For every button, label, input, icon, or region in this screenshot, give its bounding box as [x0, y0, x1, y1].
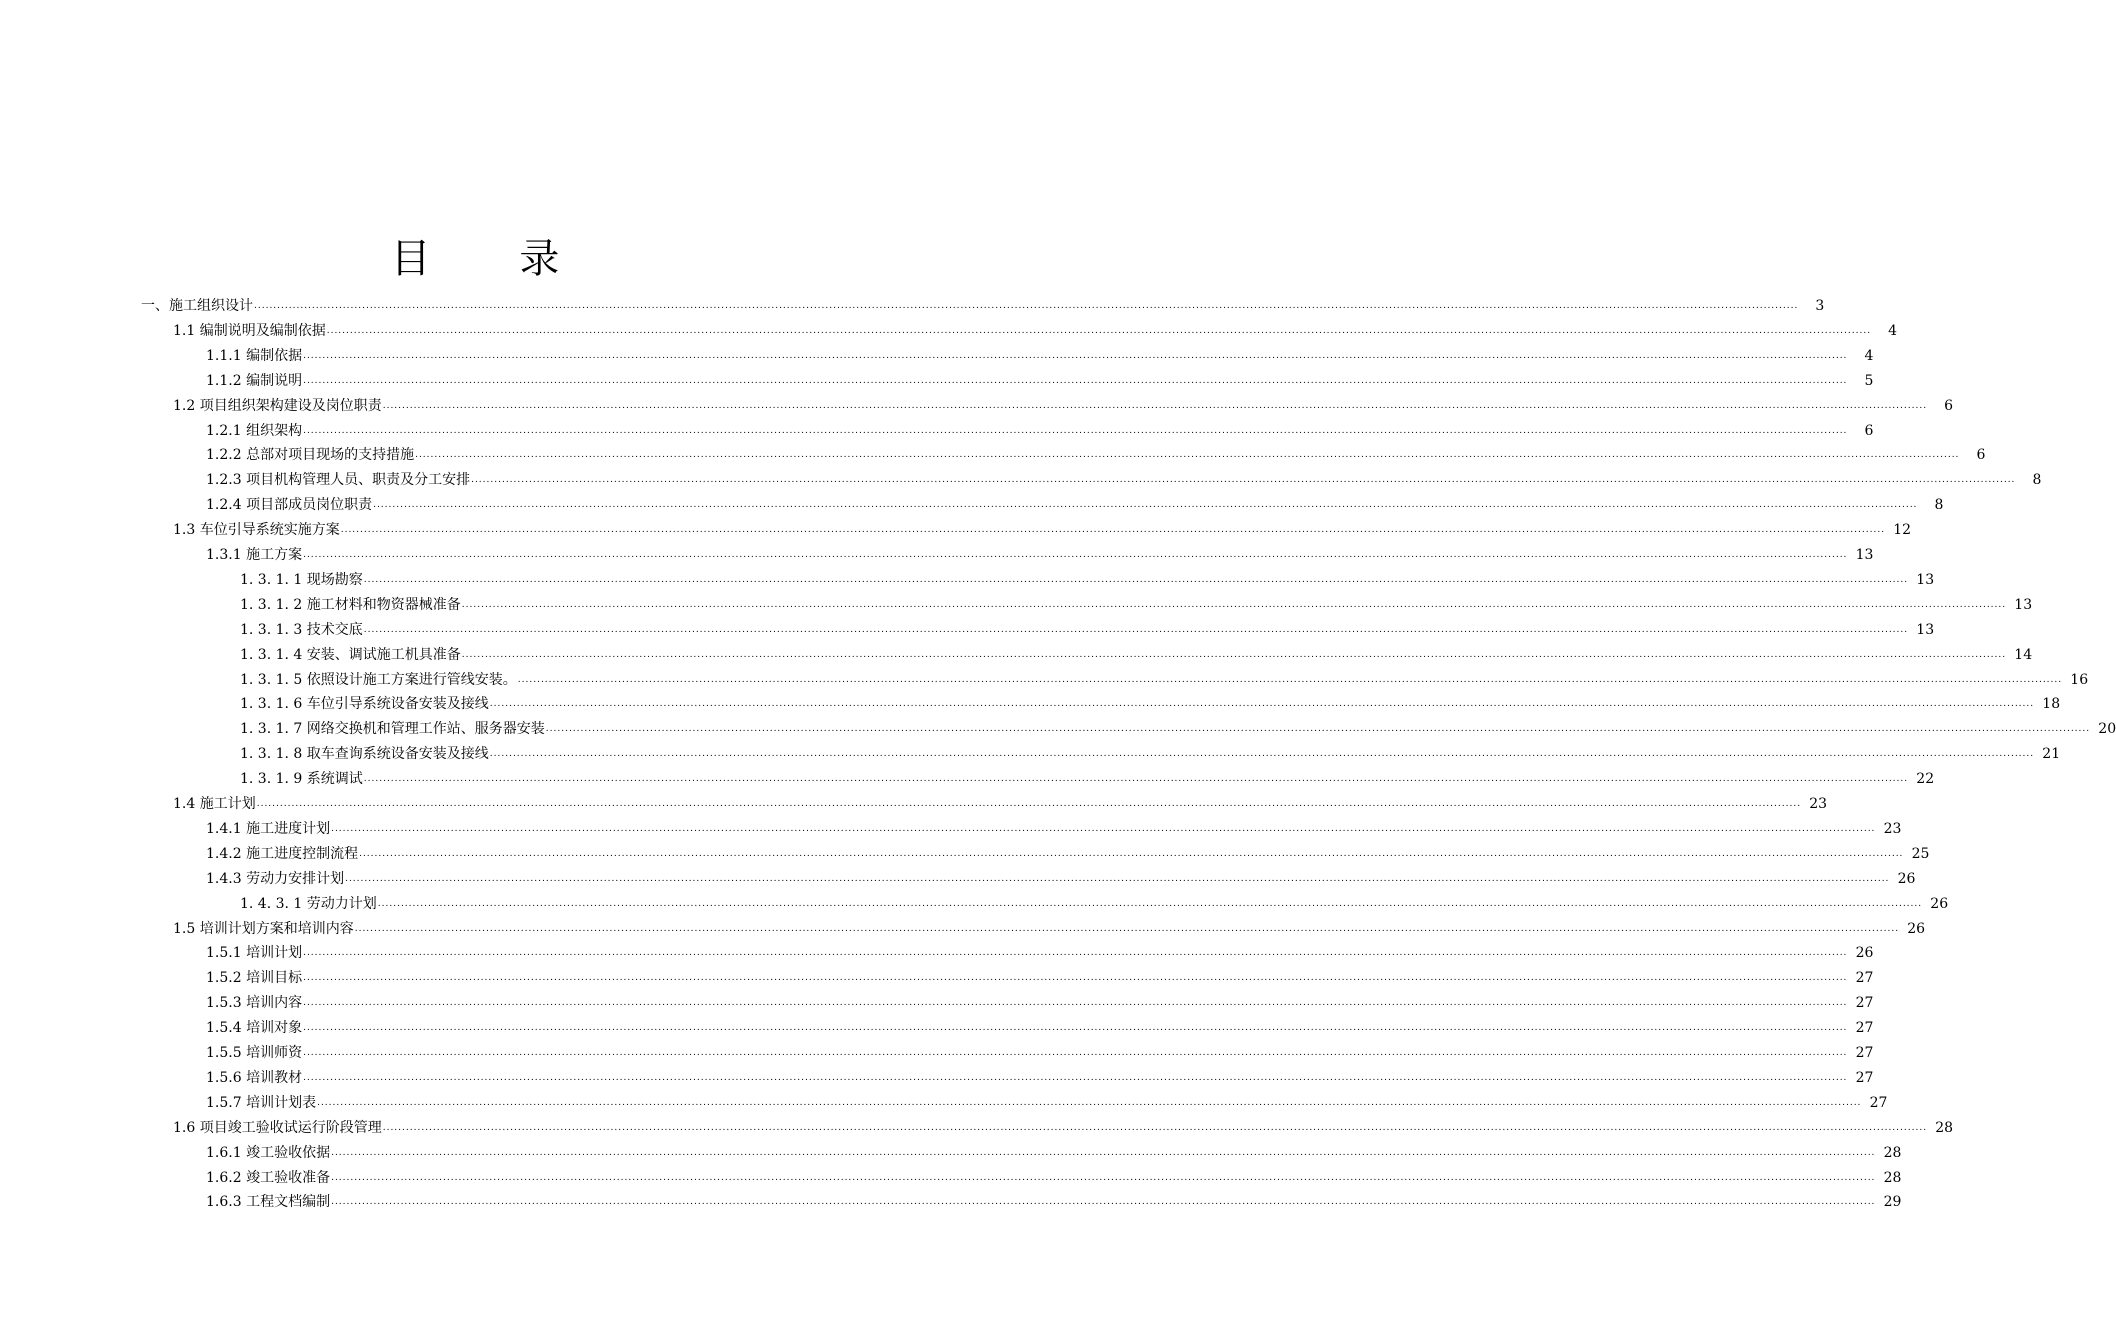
- toc-entry[interactable]: [206, 963, 1874, 987]
- toc-entry-title: 1.2.3 项目机构管理人员、职责及分工安排: [206, 472, 471, 489]
- toc-entry-title: 1. 3. 1. 5 依照设计施工方案进行管线安装。: [240, 671, 517, 688]
- toc-dot-leader: ................................................................................................................................................................................................................................................................................................................................................................................................................: [461, 599, 2007, 610]
- toc-page-number: 13: [2014, 596, 2033, 613]
- toc-page-number: 27: [1869, 1094, 1888, 1111]
- toc-dot-leader: ................................................................................................................................................................................................................................................................................................................................................................................................................: [471, 475, 2016, 486]
- toc-dot-leader: ................................................................................................................................................................................................................................................................................................................................................................................................................: [256, 799, 1802, 809]
- toc-dot-leader: ................................................................................................................................................................................................................................................................................................................................................................................................................: [254, 301, 1799, 311]
- toc-entry-title: 1.5 培训计划方案和培训内容: [173, 920, 354, 937]
- toc-entry-title: 1.6.1 竣工验收依据: [206, 1144, 331, 1161]
- toc-entry-title: 1.3.1 施工方案: [206, 547, 303, 563]
- toc-dot-leader: ................................................................................................................................................................................................................................................................................................................................................................................................................: [303, 425, 1848, 436]
- toc-dot-leader: ................................................................................................................................................................................................................................................................................................................................................................................................................: [303, 550, 1848, 560]
- toc-page-number: 12: [1893, 522, 1912, 539]
- toc-page-number: 13: [1916, 571, 1935, 588]
- toc-entry[interactable]: [240, 739, 2061, 763]
- toc-entry-title: 1.5.2 培训目标: [206, 970, 303, 987]
- toc-dot-leader: ................................................................................................................................................................................................................................................................................................................................................................................................................: [303, 973, 1848, 984]
- toc-entry[interactable]: [240, 565, 1935, 589]
- toc-dot-leader: ................................................................................................................................................................................................................................................................................................................................................................................................................: [303, 1048, 1848, 1058]
- toc-entry-title: 1.2.1 组织架构: [206, 422, 303, 439]
- toc-dot-leader: ................................................................................................................................................................................................................................................................................................................................................................................................................: [517, 674, 2063, 685]
- toc-entry-title: 1.4.3 劳动力安排计划: [206, 870, 345, 887]
- toc-entry[interactable]: [206, 341, 1874, 365]
- toc-entry-title: 1. 3. 1. 8 取车查询系统设备安装及接线: [240, 746, 489, 763]
- toc-entry-title: 1. 3. 1. 3 技术交底: [240, 621, 363, 638]
- page-title: 目 录: [390, 235, 598, 282]
- toc-page-number: 13: [1916, 621, 1935, 638]
- toc-entry[interactable]: [240, 590, 2033, 614]
- toc-entry[interactable]: [173, 789, 1828, 813]
- toc-entry-title: 1.1.1 编制依据: [206, 347, 303, 364]
- toc-entry[interactable]: [206, 416, 1874, 440]
- toc-dot-leader: ................................................................................................................................................................................................................................................................................................................................................................................................................: [359, 848, 1904, 859]
- toc-page-number: 8: [2032, 472, 2042, 489]
- toc-page-number: 22: [1916, 771, 1935, 788]
- toc-page-number: 13: [1855, 547, 1874, 563]
- toc-entry-title: 1.6.2 竣工验收准备: [206, 1169, 331, 1186]
- toc-page-number: 3: [1815, 298, 1825, 314]
- toc-entry[interactable]: [206, 1187, 1902, 1211]
- toc-dot-leader: ................................................................................................................................................................................................................................................................................................................................................................................................................: [373, 500, 1918, 511]
- toc-entry[interactable]: [206, 864, 1916, 888]
- toc-entry[interactable]: [206, 938, 1874, 962]
- toc-page-number: 20: [2098, 721, 2116, 738]
- toc-entry-title: 1.6.3 工程文档编制: [206, 1194, 331, 1211]
- toc-dot-leader: ................................................................................................................................................................................................................................................................................................................................................................................................................: [331, 1172, 1876, 1183]
- toc-entry[interactable]: [173, 316, 1898, 340]
- toc-page-number: 8: [1934, 497, 1944, 514]
- toc-page-number: 28: [1883, 1169, 1902, 1186]
- toc-dot-leader: ................................................................................................................................................................................................................................................................................................................................................................................................................: [303, 375, 1848, 386]
- toc-page-number: 28: [1935, 1119, 1954, 1136]
- toc-page-number: 4: [1888, 322, 1898, 339]
- toc-page-number: 25: [1911, 845, 1930, 862]
- toc-dot-leader: ................................................................................................................................................................................................................................................................................................................................................................................................................: [489, 749, 2035, 760]
- toc-entry[interactable]: [173, 914, 1926, 938]
- toc-entry[interactable]: [240, 615, 1935, 639]
- toc-dot-leader: ................................................................................................................................................................................................................................................................................................................................................................................................................: [382, 400, 1928, 411]
- toc-entry-title: 1.1.2 编制说明: [206, 372, 303, 389]
- toc-entry[interactable]: [240, 640, 2033, 664]
- toc-entry-title: 1.5.3 培训内容: [206, 995, 303, 1012]
- toc-entry-title: 1.5.5 培训师资: [206, 1045, 303, 1061]
- toc-page-number: 14: [2014, 646, 2033, 663]
- toc-dot-leader: ................................................................................................................................................................................................................................................................................................................................................................................................................: [363, 774, 1909, 785]
- toc-dot-leader: ................................................................................................................................................................................................................................................................................................................................................................................................................: [331, 1147, 1876, 1158]
- toc-entry-title: 1.5.7 培训计划表: [206, 1094, 317, 1111]
- toc-entry[interactable]: [173, 515, 1912, 539]
- toc-page-number: 29: [1883, 1194, 1902, 1211]
- toc-entry-title: 1.5.4 培训对象: [206, 1020, 303, 1037]
- toc-page-number: 27: [1855, 1020, 1874, 1037]
- toc-dot-leader: ................................................................................................................................................................................................................................................................................................................................................................................................................: [317, 1097, 1862, 1108]
- toc-page-number: 6: [1944, 397, 1954, 414]
- toc-dot-leader: ................................................................................................................................................................................................................................................................................................................................................................................................................: [545, 724, 2091, 735]
- toc-dot-leader: ................................................................................................................................................................................................................................................................................................................................................................................................................: [303, 998, 1848, 1009]
- toc-dot-leader: ................................................................................................................................................................................................................................................................................................................................................................................................................: [303, 1023, 1848, 1034]
- toc-dot-leader: ................................................................................................................................................................................................................................................................................................................................................................................................................: [354, 923, 1900, 934]
- toc-entry[interactable]: [206, 1063, 1874, 1087]
- toc-dot-leader: ................................................................................................................................................................................................................................................................................................................................................................................................................: [489, 699, 2035, 710]
- toc-dot-leader: ................................................................................................................................................................................................................................................................................................................................................................................................................: [331, 1197, 1876, 1208]
- toc-page-number: 4: [1864, 347, 1874, 364]
- toc-entry-title: 1.5.1 培训计划: [206, 945, 303, 962]
- toc-entry-title: 1.2.2 总部对项目现场的支持措施: [206, 447, 415, 464]
- toc-entry[interactable]: [206, 490, 1944, 514]
- toc-entry-title: 一、施工组织设计: [141, 298, 253, 314]
- toc-page-number: 27: [1855, 995, 1874, 1012]
- toc-entry[interactable]: [173, 1113, 1954, 1137]
- toc-entry-title: 1. 3. 1. 6 车位引导系统设备安装及接线: [240, 696, 489, 713]
- toc-entry[interactable]: [173, 391, 1954, 415]
- toc-entry-title: 1. 3. 1. 1 现场勘察: [240, 571, 363, 588]
- toc-entry-title: 1. 3. 1. 9 系统调试: [240, 771, 363, 788]
- toc-dot-leader: ................................................................................................................................................................................................................................................................................................................................................................................................................: [363, 624, 1909, 635]
- toc-entry-title: 1. 4. 3. 1 劳动力计划: [240, 895, 377, 912]
- toc-page-number: 26: [1930, 895, 1949, 912]
- toc-entry-title: 1.1 编制说明及编制依据: [173, 322, 326, 339]
- toc-dot-leader: ................................................................................................................................................................................................................................................................................................................................................................................................................: [415, 450, 1960, 461]
- toc-dot-leader: ................................................................................................................................................................................................................................................................................................................................................................................................................: [303, 350, 1848, 361]
- toc-entry[interactable]: [206, 1038, 1874, 1062]
- toc-entry[interactable]: [206, 440, 1986, 464]
- toc-entry-title: 1.4.2 施工进度控制流程: [206, 845, 359, 862]
- toc-entry[interactable]: [206, 540, 1874, 564]
- toc-entry[interactable]: [206, 366, 1874, 390]
- toc-entry[interactable]: [240, 689, 2061, 713]
- toc-dot-leader: ................................................................................................................................................................................................................................................................................................................................................................................................................: [331, 823, 1876, 834]
- toc-page-number: 6: [1864, 422, 1874, 439]
- toc-page-number: 23: [1883, 820, 1902, 837]
- toc-dot-leader: ................................................................................................................................................................................................................................................................................................................................................................................................................: [461, 649, 2007, 660]
- toc-entry[interactable]: [206, 1088, 1888, 1112]
- toc-page-number: 27: [1855, 1069, 1874, 1086]
- toc-entry-title: 1.4 施工计划: [173, 796, 256, 812]
- toc-entry[interactable]: [206, 1138, 1902, 1162]
- toc-entry-title: 1. 3. 1. 2 施工材料和物资器械准备: [240, 596, 461, 613]
- toc-entry-title: 1.2.4 项目部成员岗位职责: [206, 497, 373, 514]
- toc-entry[interactable]: [206, 814, 1902, 838]
- toc-entry[interactable]: [240, 665, 2089, 689]
- toc-entry[interactable]: [206, 465, 2042, 489]
- toc-entry-title: 1. 3. 1. 4 安装、调试施工机具准备: [240, 646, 461, 663]
- toc-page-number: 28: [1883, 1144, 1902, 1161]
- toc-entry[interactable]: [240, 714, 2116, 738]
- toc-dot-leader: ................................................................................................................................................................................................................................................................................................................................................................................................................: [382, 1122, 1928, 1133]
- toc-page-number: 16: [2070, 671, 2089, 688]
- toc-entry[interactable]: [206, 1163, 1902, 1187]
- toc-dot-leader: ................................................................................................................................................................................................................................................................................................................................................................................................................: [326, 325, 1872, 336]
- toc-entry[interactable]: [240, 764, 1935, 788]
- toc-entry-title: 1.5.6 培训教材: [206, 1069, 303, 1086]
- toc-dot-leader: ................................................................................................................................................................................................................................................................................................................................................................................................................: [340, 525, 1886, 536]
- toc-dot-leader: ................................................................................................................................................................................................................................................................................................................................................................................................................: [363, 574, 1909, 585]
- toc-page-number: 27: [1855, 970, 1874, 987]
- toc-dot-leader: ................................................................................................................................................................................................................................................................................................................................................................................................................: [303, 1072, 1848, 1083]
- toc-entry-title: 1.6 项目竣工验收试运行阶段管理: [173, 1119, 382, 1136]
- toc-entry[interactable]: [206, 839, 1930, 863]
- toc-entry[interactable]: [141, 291, 1825, 315]
- toc-dot-leader: ................................................................................................................................................................................................................................................................................................................................................................................................................: [303, 948, 1848, 959]
- toc-page-number: 26: [1855, 945, 1874, 962]
- toc-page-number: 26: [1907, 920, 1926, 937]
- toc-entry[interactable]: [206, 988, 1874, 1012]
- toc-entry[interactable]: [206, 1013, 1874, 1037]
- toc-entry[interactable]: [240, 889, 1949, 913]
- toc-page-number: 21: [2042, 746, 2061, 763]
- toc-page-number: 5: [1864, 372, 1874, 389]
- toc-entry-title: 1. 3. 1. 7 网络交换机和管理工作站、服务器安装: [240, 721, 545, 738]
- toc-page-number: 27: [1855, 1045, 1874, 1061]
- toc-dot-leader: ................................................................................................................................................................................................................................................................................................................................................................................................................: [377, 898, 1923, 909]
- toc-page-number: 18: [2042, 696, 2061, 713]
- toc-page-number: 6: [1976, 447, 1986, 464]
- toc-entry-title: 1.3 车位引导系统实施方案: [173, 522, 340, 539]
- toc-entry-title: 1.4.1 施工进度计划: [206, 820, 331, 837]
- toc-page-number: 23: [1809, 796, 1828, 812]
- toc-page-number: 26: [1897, 870, 1916, 887]
- toc-entry-title: 1.2 项目组织架构建设及岗位职责: [173, 397, 382, 414]
- toc-dot-leader: ................................................................................................................................................................................................................................................................................................................................................................................................................: [345, 873, 1890, 884]
